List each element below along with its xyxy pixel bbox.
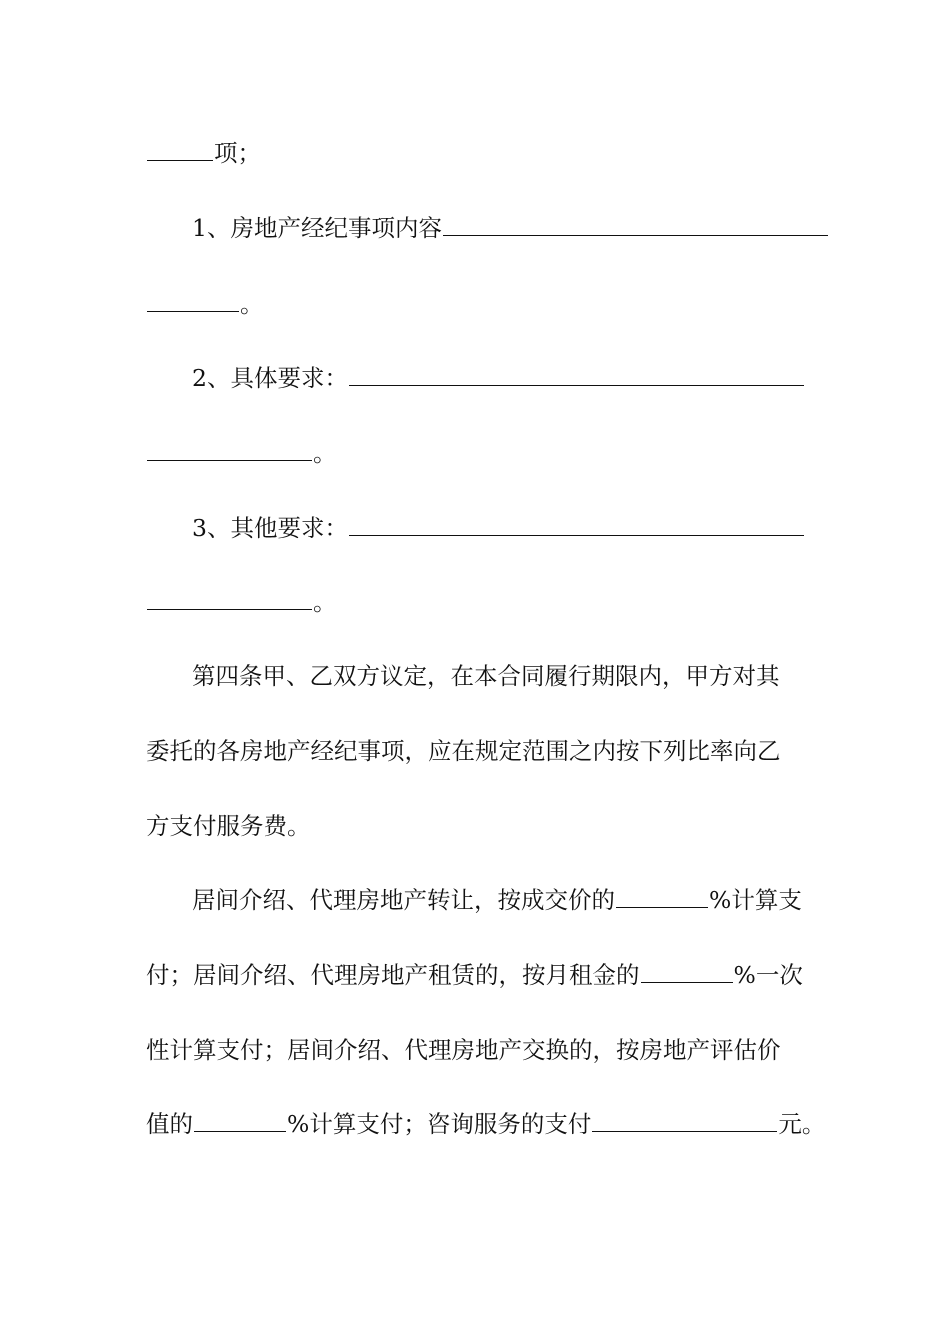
paragraph-text: %计算支付；咨询服务的支付 [287,1110,592,1138]
blank-field[interactable] [147,587,312,610]
blank-field[interactable] [616,885,708,908]
item-3-line [192,513,805,543]
paragraph-text: 委托的各房地产经纪事项，应在规定范围之内按下列比率向乙 [146,737,781,765]
item-2-label: 2、具体要求： [192,364,348,392]
blank-field[interactable] [349,513,804,536]
fee-line-3 [146,1035,781,1065]
paragraph-text: 居间介绍、代理房地产转让，按成交价的 [192,886,615,914]
blank-field[interactable] [443,213,828,236]
blank-field[interactable] [147,438,312,461]
line-text: 项； [214,139,261,167]
line-text: 。 [240,290,264,318]
item-3-label: 3、其他要求： [192,514,348,542]
item-3-continuation [146,587,337,617]
item-2-continuation [146,438,337,468]
paragraph-text: 方支付服务费。 [146,812,311,840]
fee-line-2 [146,960,803,990]
paragraph-text: 性计算支付；居间介绍、代理房地产交换的，按房地产评估价 [146,1036,781,1064]
paragraph-text: 付；居间介绍、代理房地产租赁的，按月租金的 [146,961,640,989]
blank-field[interactable] [641,960,733,983]
item-1-continuation [146,289,264,319]
fee-line-1 [192,885,802,915]
paragraph-text: %一次 [733,961,803,989]
paragraph-text: 元。 [778,1110,826,1138]
blank-field[interactable] [147,138,213,161]
article-4-line-3 [146,811,311,841]
item-1-line [192,213,829,243]
line-text: 。 [313,439,337,467]
blank-field[interactable] [592,1109,777,1132]
blank-field[interactable] [349,363,804,386]
clause-line-items-count [146,138,261,168]
line-text: 。 [313,588,337,616]
paragraph-text: 第四条甲、乙双方议定，在本合同履行期限内，甲方对其 [192,662,780,690]
paragraph-text: %计算支 [709,886,802,914]
blank-field[interactable] [194,1109,286,1132]
paragraph-text: 值的 [146,1110,193,1138]
article-4-line-2 [146,736,781,766]
blank-field[interactable] [147,289,239,312]
item-2-line [192,363,805,393]
fee-line-4 [146,1109,825,1139]
article-4-line-1 [192,661,780,691]
item-1-label: 1、房地产经纪事项内容 [192,214,442,242]
